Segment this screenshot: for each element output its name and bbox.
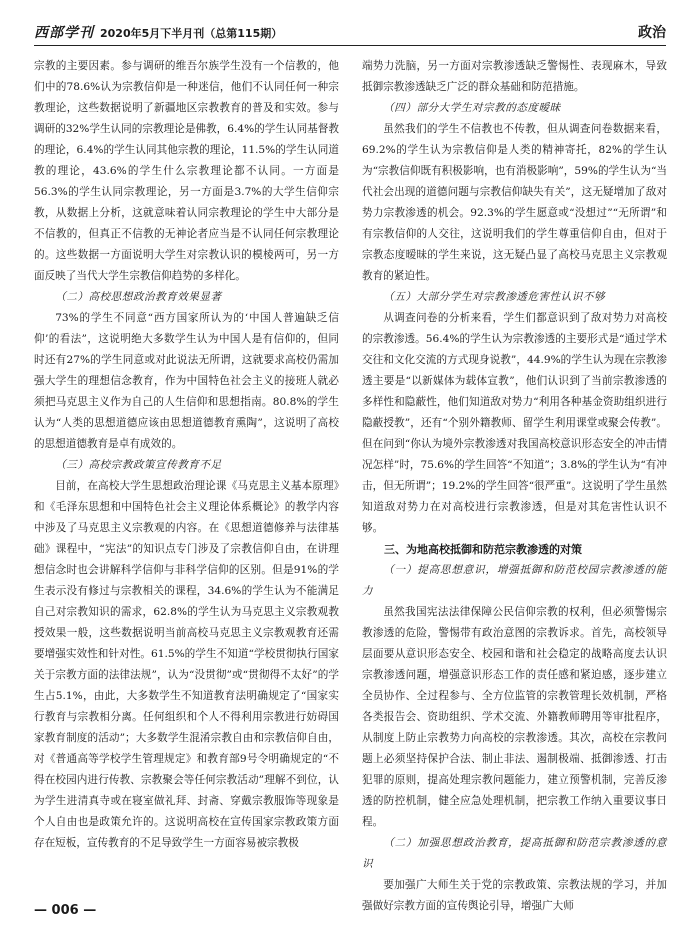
- journal-logo: 西部学刊: [34, 25, 94, 41]
- subsection-heading: （一）提高思想意识，增强抵御和防范校园宗教渗透的能力: [362, 564, 667, 597]
- page-header: [34, 18, 666, 46]
- subsection-heading: （二）高校思想政治教育效果显著: [55, 291, 222, 303]
- page-number: — 006 —: [34, 903, 97, 918]
- subsection-heading: （三）高校宗教政策宣传教育不足: [55, 459, 222, 471]
- subsection-heading: （二）加强思想政治教育，提高抵御和防范宗教渗透的意识: [362, 837, 667, 870]
- issue-info: 2020年5月下半月刊（总第115期）: [100, 27, 283, 40]
- header-left: [34, 22, 282, 42]
- paragraph: 要加强广大师生关于党的宗教政策、宗教法规的学习，并加强做好宗教方面的宣传舆论引导，增强广大师: [362, 879, 667, 912]
- paragraph: 73%的学生不同意“西方国家所认为的‘中国人普遍缺乏信仰’的看法”，这说明绝大多数学生认为中国人是有信仰的，但同时还有27%的学生同意或对此说法无所谓，这就要求高校仍需加强大学生的理想信念教育，作为中国特色社会主义的接班人就必须把马克思主义作为自己的人生信仰和思想指南。80.8%的学生认为“人类的思想道德应该由思想道德教育熏陶”，这说明了高校的思想道德教育是卓有成效的。: [34, 312, 339, 450]
- subsection-heading: （五）大部分学生对宗教渗透危害性认识不够: [383, 291, 606, 303]
- section-heading: 三、为地高校抵御和防范宗教渗透的对策: [384, 543, 582, 556]
- paragraph: 目前，在高校大学生思想政治理论课《马克思主义基本原理》和《毛泽东思想和中国特色社会主义理论体系概论》的教学内容中涉及了马克思主义宗教观的内容。在《思想道德修养与法律基础》课程中，“宪法”的知识点专门涉及了宗教信仰自由，在讲理想信念时也会讲解科学信仰与非科学信仰的区别。但是91%的学生表示没有修过与宗教相关的课程，34.6%的学生认为不能满足自己对宗教知识的需求，62.8%的学生认为马克思主义宗教观教授效果一般，这些数据说明当前高校马克思主义宗教观教育还需要增强实效性和针对性。61.5%的学生不知道“学校贯彻执行国家关于宗教方面的法律法规”，认为“没贯彻”或“贯彻得不太好”的学生占5.1%，由此，大多数学生不知道教育法明确规定了“国家实行教育与宗教相分离。任何组织和个人不得利用宗教进行妨碍国家教育制度的活动”；大多数学生混淆宗教自由和宗教信仰自由，对《普通高等学校学生管理规定》和教育部9号令明确规定的“不得在校园内进行传教、宗教聚会等任何宗教活动”理解不到位，认为学生进清真寺或在寝室做礼拜、封斋、穿戴宗教服饰等现象是个人自由也是政策允许的。这说明高校在宣传国家宗教政策方面存在短板，宣传教育的不足导致学生一方面容易被宗教极: [34, 480, 339, 849]
- right-column: [362, 56, 667, 912]
- paragraph: 宗教的主要因素。参与调研的维吾尔族学生没有一个信教的，他们中的78.6%认为宗教信仰是一种迷信，他们不认同任何一种宗教理论，这些数据说明了新疆地区宗教教育的普及和实效。参与调研的32%学生认同的宗教理论是佛教，6.4%的学生认同基督教的理论，6.4%的学生认同其他宗教的理论，11.5%的学生认同道教的理论，43.6%的学生什么宗教理论都不认同。一方面是56.3%的学生认同宗教理论，另一方面是3.7%的大学生信仰宗教，从数据上分析，这就意味着认同宗教理论的学生中大部分是不信教的，但真正不信教的无神论者应当是不认同任何宗教理论的。这些数据一方面说明大学生对宗教认识的模棱两可，另一方面反映了当代大学生宗教信仰趋势的多样化。: [34, 60, 339, 282]
- paragraph: 从调查问卷的分析来看，学生们都意识到了敌对势力对高校的宗教渗透。56.4%的学生认为宗教渗透的主要形式是“通过学术交往和文化交流的方式现身说教”，44.9%的学生认为现在宗教渗透主要是“以新媒体为载体宣教”，他们认识到了当前宗教渗透的多样性和隐蔽性，他们知道敌对势力“利用各种基金资助组织进行隐蔽授教”，还有“个别外籍教师、留学生利用课堂或聚会传教”。但在问到“你认为境外宗教渗透对我国高校意识形态安全的冲击情况怎样”时，75.6%的学生回答“不知道”；3.8%的学生认为“有冲击，但无所谓”；19.2%的学生回答“很严重”。这说明了学生虽然知道敌对势力在对高校进行宗教渗透，但是对其危害性认识不够。: [362, 312, 667, 534]
- subsection-heading: （四）部分大学生对宗教的态度暧昧: [383, 102, 561, 114]
- paragraph: 端势力洗脑，另一方面对宗教渗透缺乏警惕性、表现麻木，导致抵御宗教渗透缺乏广泛的群众基础和防范措施。: [362, 60, 667, 93]
- left-column: [34, 56, 339, 886]
- section-label: 政治: [638, 25, 666, 41]
- paragraph: 虽然我们的学生不信教也不传教，但从调查问卷数据来看，69.2%的学生认为宗教信仰是人类的精神寄托，82%的学生认为“宗教信仰既有积极影响，也有消极影响”，59%的学生认为“当代社会出现的道德问题与宗教信仰缺失有关”，这无疑增加了敌对势力宗教渗透的机会。92.3%的学生愿意或“没想过”“无所谓”和有宗教信仰的人交往，这说明我们的学生尊重信仰自由，但对于宗教态度暧昧的学生来说，这无疑凸显了高校马克思主义宗教观教育的紧迫性。: [362, 123, 667, 282]
- paragraph: 虽然我国宪法法律保障公民信仰宗教的权利，但必须警惕宗教渗透的危险，警惕带有政治意图的宗教诉求。首先，高校领导层面要从意识形态安全、校园和谐和社会稳定的战略高度去认识宗教渗透问题，增强意识形态工作的责任感和紧迫感，逐步建立全员协作、全过程参与、全方位监管的宗教管理长效机制，严格各类报告会、资助组织、学术交流、外籍教师聘用等审批程序，从制度上防止宗教势力向高校的宗教渗透。其次，高校在宗教问题上必须坚持保护合法、制止非法、遏制极端、抵御渗透、打击犯罪的原则，提高处理宗教问题能力，建立预警机制，完善反渗透的防控机制，健全应急处理机制，把宗教工作纳入重要议事日程。: [362, 606, 667, 828]
